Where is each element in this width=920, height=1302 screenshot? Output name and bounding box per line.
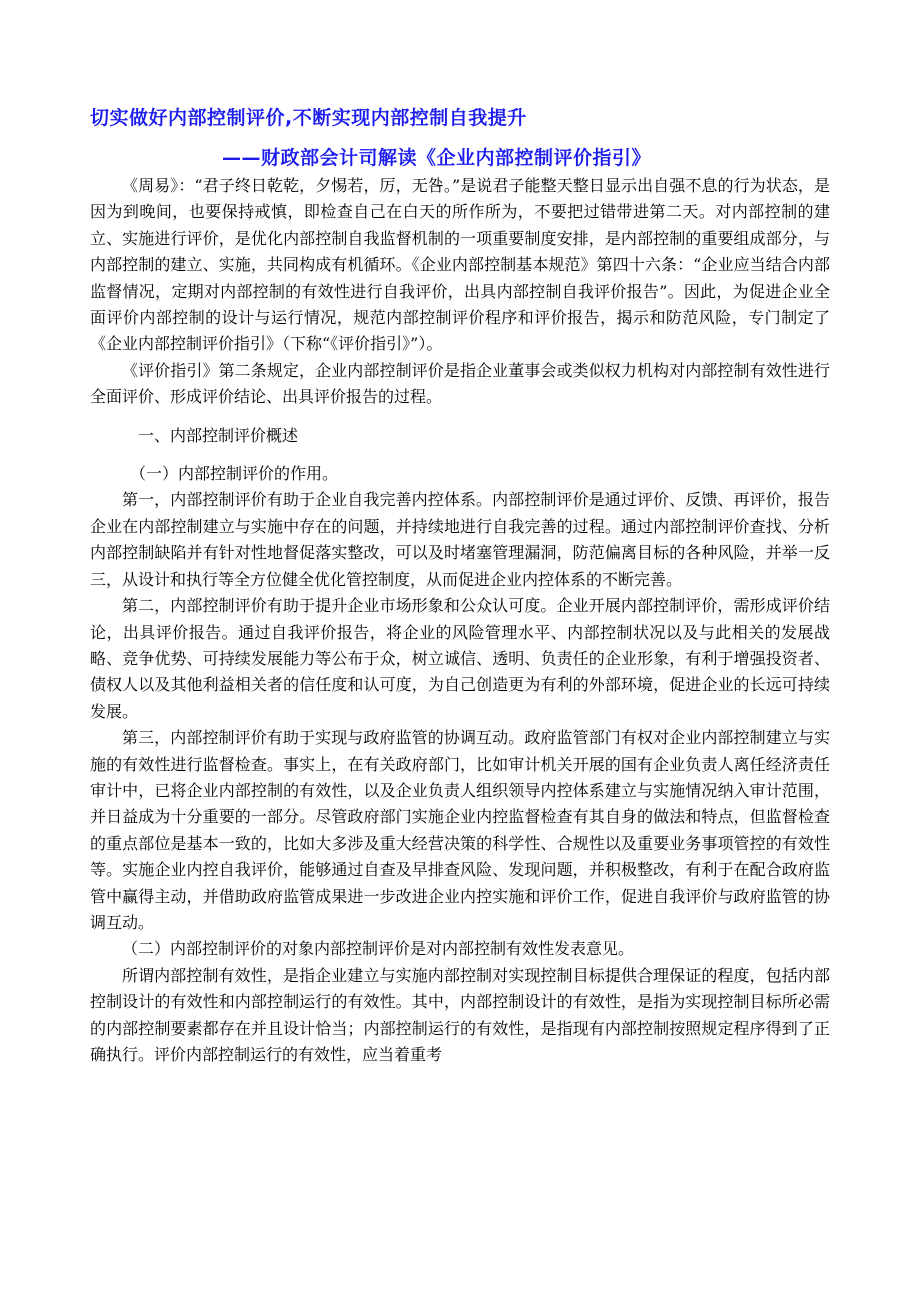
document-body	[90, 173, 830, 1068]
paragraph-role-second: 第二，内部控制评价有助于提升企业市场形象和公众认可度。企业开展内部控制评价，需形成评价结论，出具评价报告。通过自我评价报告，将企业的风险管理水平、内部控制状况以及与此相关的发展战略、竞争优势、可持续发展能力等公布于众，树立诚信、透明、负责任的企业形象，有利于增强投资者、债权人以及其他利益相关者的信任度和认可度，为自己创造更为有利的外部环境，促进企业的长远可持续发展。	[90, 596, 830, 721]
section-heading-overview: 一、内部控制评价概述	[138, 425, 299, 445]
paragraph-definition: 《评价指引》第二条规定，企业内部控制评价是指企业董事会或类似权力机构对内部控制有效性进行全面评价、形成评价结论、出具评价报告的过程。	[90, 360, 830, 407]
paragraph-effectiveness: 所谓内部控制有效性，是指企业建立与实施内部控制对实现控制目标提供合理保证的程度，包括内部控制设计的有效性和内部控制运行的有效性。其中，内部控制设计的有效性，是指为实现控制目标所必需的内部控制要素都存在并且设计恰当；内部控制运行的有效性，是指现有内部控制按照规定程序得到了正确执行。评价内部控制运行的有效性，应当着重考	[90, 965, 830, 1064]
subsection-heading-role: （一）内部控制评价的作用。	[130, 464, 339, 484]
paragraph-intro: 《周易》：“君子终日乾乾，夕惕若，厉，无咎。”是说君子能整天整日显示出自强不息的行为状态，是因为到晚间，也要保持戒慎，即检查自己在白天的所作所为，不要把过错带进第二天。对内部控制的建立、实施进行评价，是优化内部控制自我监督机制的一项重要制度安排，是内部控制的重要组成部分，与内部控制的建立、实施，共同构成有机循环。《企业内部控制基本规范》第四十六条：“企业应当结合内部监督情况，定期对内部控制的有效性进行自我评价，出具内部控制自我评价报告”。因此，为促进企业全面评价内部控制的设计与运行情况，规范内部控制评价程序和评价报告，揭示和防范风险，专门制定了《企业内部控制评价指引》（下称“《评价指引》”）。	[90, 176, 830, 354]
subsection-heading-object: （二）内部控制评价的对象内部控制评价是对内部控制有效性发表意见。	[122, 939, 635, 959]
paragraph-role-first: 第一，内部控制评价有助于企业自我完善内控体系。内部控制评价是通过评价、反馈、再评价，报告企业在内部控制建立与实施中存在的问题，并持续地进行自我完善的过程。通过内部控制评价查找、分析内部控制缺陷并有针对性地督促落实整改，可以及时堵塞管理漏洞，防范偏离目标的各种风险，并举一反三，从设计和执行等全方位健全优化管控制度，从而促进企业内控体系的不断完善。	[90, 490, 830, 589]
document-subtitle: ——财政部会计司解读《企业内部控制评价指引》	[222, 147, 652, 169]
document-title: 切实做好内部控制评价,不断实现内部控制自我提升	[90, 107, 527, 129]
paragraph-role-third: 第三，内部控制评价有助于实现与政府监管的协调互动。政府监管部门有权对企业内部控制建立与实施的有效性进行监督检查。事实上，在有关政府部门，比如审计机关开展的国有企业负责人离任经济责任审计中，已将企业内部控制的有效性，以及企业负责人组织领导内控体系建立与实施情况纳入审计范围，并日益成为十分重要的一部分。尽管政府部门实施企业内控监督检查有其自身的做法和特点，但监督检查的重点部位是基本一致的，比如大多涉及重大经营决策的科学性、合规性以及重要业务事项管控的有效性等。实施企业内控自我评价，能够通过自查及早排查风险、发现问题，并积极整改，有利于在配合政府监管中赢得主动，并借助政府监管成果进一步改进企业内控实施和评价工作，促进自我评价与政府监管的协调互动。	[90, 728, 830, 932]
